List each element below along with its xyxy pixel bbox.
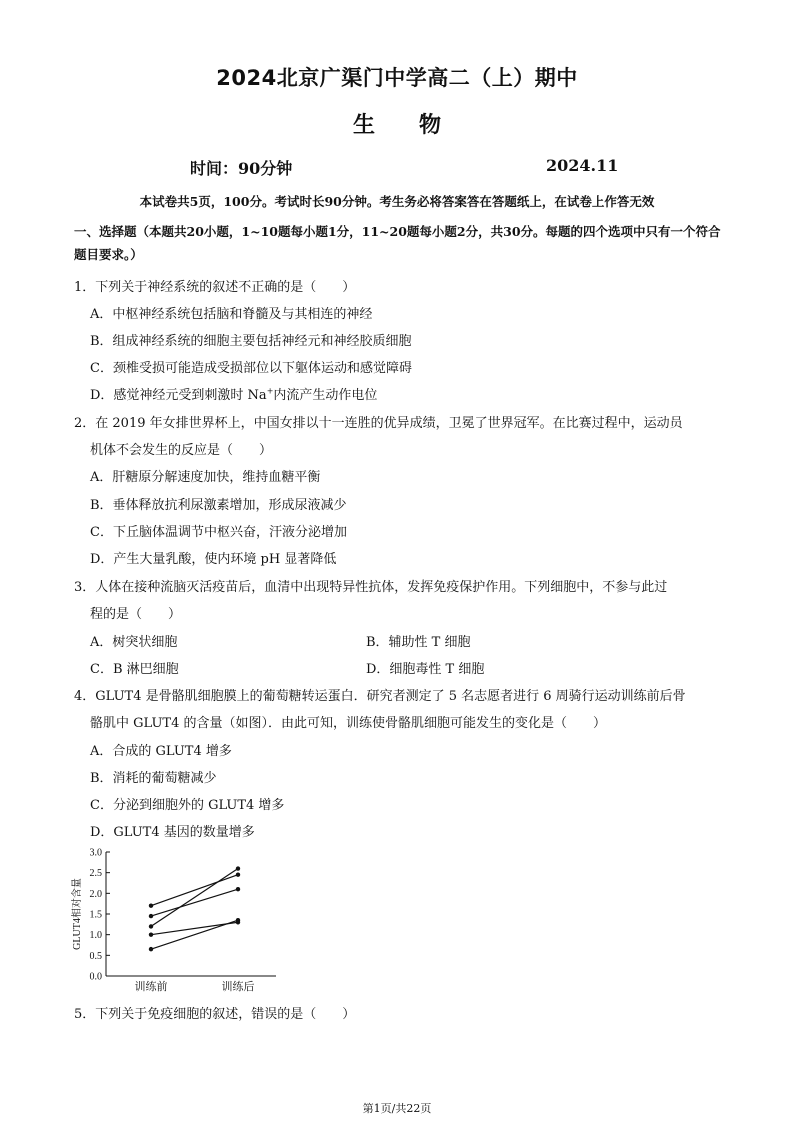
data-point bbox=[149, 914, 153, 918]
data-point bbox=[236, 918, 240, 922]
q3-option-c: C．B 淋巴细胞 bbox=[90, 662, 179, 677]
exam-note: 本试卷共5页，100分。考试时长90分钟。考生务必将答案答在答题纸上，在试卷上作答无效 bbox=[139, 194, 655, 209]
q4-stem-1: 4．GLUT4 是骨骼肌细胞膜上的葡萄糖转运蛋白．研究者测定了 5 名志愿者进行 6 周骑行运动训练前后骨 bbox=[74, 689, 686, 704]
subject-char-2: 物 bbox=[419, 113, 442, 138]
q1-option-a: A．中枢神经系统包括脑和脊髓及与其相连的神经 bbox=[90, 307, 373, 322]
y-tick-label: 1.5 bbox=[89, 909, 102, 921]
q2-option-a: A．肝糖原分解速度加快，维持血糖平衡 bbox=[90, 470, 321, 485]
q5-stem: 5．下列关于免疫细胞的叙述，错误的是（ ） bbox=[74, 1007, 356, 1022]
y-tick-label: 0.5 bbox=[89, 950, 102, 962]
y-tick-label: 3.0 bbox=[89, 847, 102, 859]
q2-option-b: B．垂体释放抗利尿激素增加，形成尿液减少 bbox=[90, 498, 347, 513]
q3-stem-2: 程的是（ ） bbox=[90, 607, 182, 622]
section-heading: 一、选择题（本题共20小题，1~10题每小题1分，11~20题每小题2分，共30分。每题的四个选项中只有一个符合题目要求。） bbox=[74, 224, 721, 262]
q4-option-c: C．分泌到细胞外的 GLUT4 增多 bbox=[90, 798, 285, 813]
q1-stem: 1．下列关于神经系统的叙述不正确的是（ ） bbox=[74, 280, 356, 295]
q4-option-d: D．GLUT4 基因的数量增多 bbox=[90, 825, 255, 840]
q3-option-d: D．细胞毒性 T 细胞 bbox=[366, 662, 485, 677]
q1-option-d bbox=[90, 384, 377, 403]
y-axis-label: GLUT4相对含量 bbox=[72, 878, 83, 950]
q1-option-b: B．组成神经系统的细胞主要包括神经元和神经胶质细胞 bbox=[90, 334, 412, 349]
exam-time: 时间：90分钟 bbox=[190, 159, 293, 178]
series-line bbox=[151, 869, 238, 927]
exam-title: 2024北京广渠门中学高二（上）期中 bbox=[216, 66, 578, 90]
q1-option-d-pre: D．感觉神经元受到刺激时 Na bbox=[90, 388, 267, 403]
exam-date: 2024.11 bbox=[546, 156, 619, 175]
q1-option-c: C．颈椎受损可能造成受损部位以下躯体运动和感觉障碍 bbox=[90, 361, 412, 376]
glut4-chart bbox=[64, 846, 284, 996]
series-line bbox=[151, 889, 238, 916]
q2-option-c: C．下丘脑体温调节中枢兴奋，汗液分泌增加 bbox=[90, 525, 347, 540]
x-category-label: 训练后 bbox=[221, 980, 255, 993]
q2-stem-1: 2．在 2019 年女排世界杯上，中国女排以十一连胜的优异成绩，卫冕了世界冠军。在比赛过程中，运动员 bbox=[74, 416, 683, 431]
data-point bbox=[149, 904, 153, 908]
y-tick-label: 2.5 bbox=[89, 868, 102, 880]
q1-option-d-post: 内流产生动作电位 bbox=[273, 388, 378, 403]
q4-option-a: A．合成的 GLUT4 增多 bbox=[90, 744, 232, 759]
q3-stem-1: 3．人体在接种流脑灭活疫苗后，血清中出现特异性抗体，发挥免疫保护作用。下列细胞中，不参与此过 bbox=[74, 580, 668, 595]
series-line bbox=[151, 920, 238, 949]
subject-title bbox=[0, 108, 794, 139]
y-tick-label: 0.0 bbox=[89, 971, 102, 983]
page-footer: 第1页/共22页 bbox=[362, 1102, 432, 1115]
data-point bbox=[149, 924, 153, 928]
q3-option-a: A．树突状细胞 bbox=[90, 635, 178, 650]
q2-option-d: D．产生大量乳酸，使内环境 pH 显著降低 bbox=[90, 552, 337, 567]
q4-stem-2: 骼肌中 GLUT4 的含量（如图）．由此可知，训练使骨骼肌细胞可能发生的变化是（ ） bbox=[90, 716, 606, 731]
series-line bbox=[151, 875, 238, 906]
data-point bbox=[236, 887, 240, 891]
data-point bbox=[236, 866, 240, 870]
x-category-label: 训练前 bbox=[134, 980, 168, 993]
data-point bbox=[149, 932, 153, 936]
q1-option-d-sup: + bbox=[266, 386, 274, 396]
subject-char-1: 生 bbox=[352, 113, 375, 138]
data-point bbox=[149, 947, 153, 951]
q2-stem-2: 机体不会发生的反应是（ ） bbox=[90, 443, 273, 458]
y-tick-label: 1.0 bbox=[89, 930, 102, 942]
y-tick-label: 2.0 bbox=[89, 888, 102, 900]
data-point bbox=[236, 873, 240, 877]
q3-option-b: B．辅助性 T 细胞 bbox=[366, 635, 471, 650]
q4-option-b: B．消耗的葡萄糖减少 bbox=[90, 771, 217, 786]
